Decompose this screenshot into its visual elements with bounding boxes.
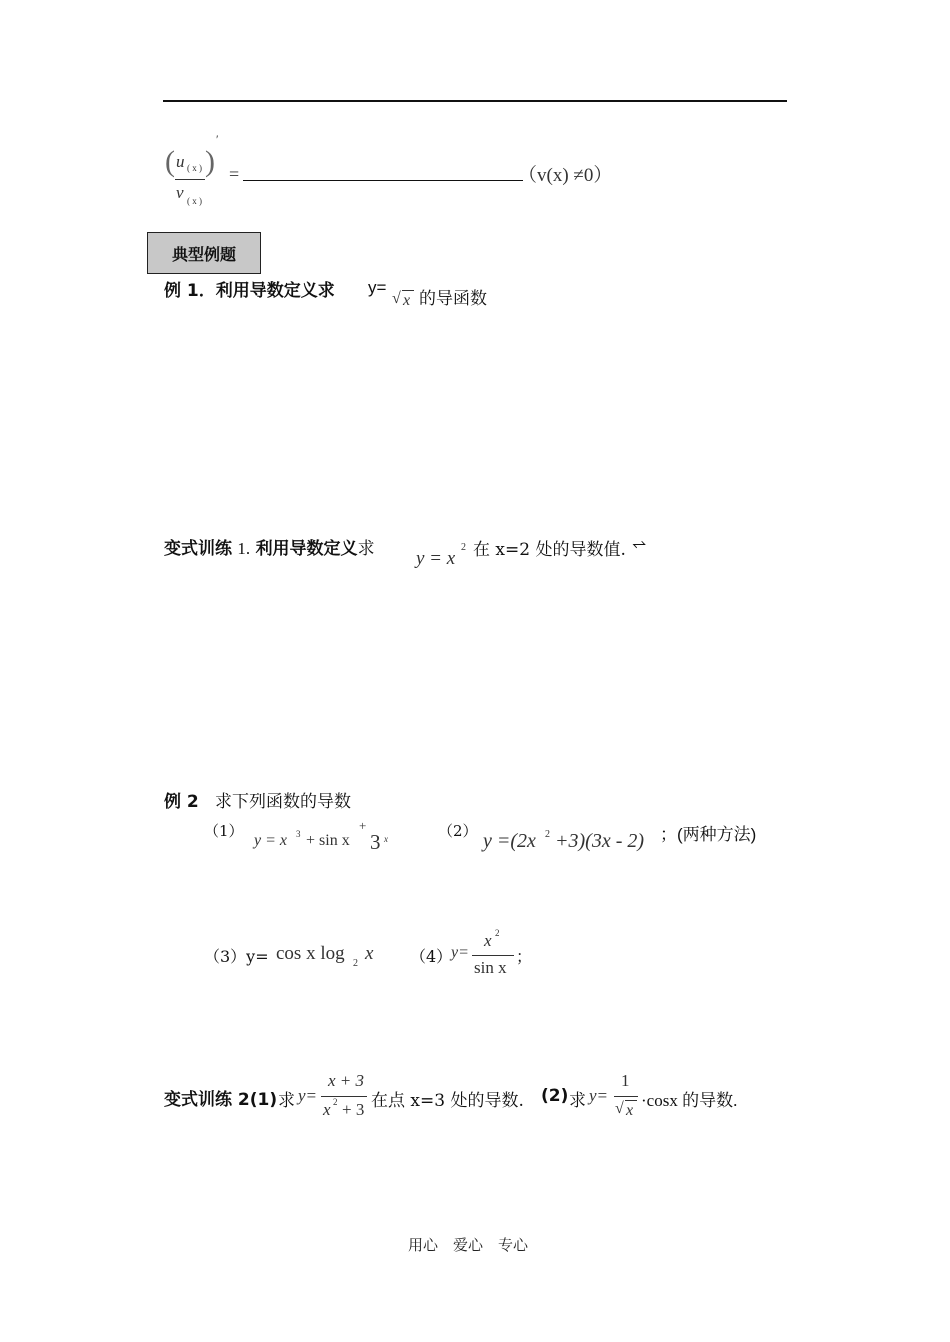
formula-equals: = xyxy=(229,164,240,184)
ex2-p3-sub: 2 xyxy=(353,958,358,969)
var1-label-bold: 变式训练 xyxy=(164,539,232,559)
formula-prime: ′ xyxy=(216,132,219,146)
ex2-p4-denominator: sin x xyxy=(474,958,507,977)
ex2-p1-math: y = x xyxy=(254,832,287,849)
var2-den-rest: + 3 xyxy=(342,1100,365,1119)
var1-math: y = x xyxy=(416,548,456,569)
ex2-p1-num: （1） xyxy=(204,822,244,840)
ex2-p4-y: y= xyxy=(451,944,469,961)
ex1-label: 例 1．利用导数定义求 xyxy=(164,281,335,301)
var1-line xyxy=(164,534,375,559)
header-rule xyxy=(163,100,787,102)
ex2-label: 例 2 xyxy=(164,792,199,812)
var2-label: 变式训练 2(1) xyxy=(164,1090,278,1110)
section-badge: 典型例题 xyxy=(147,232,261,274)
ex2-p4-num: （4） xyxy=(410,947,453,966)
sqrt-icon-2: √ xyxy=(615,1100,624,1117)
ex2-p1-plus: + xyxy=(359,818,367,833)
ex1-sqrt-arg: x xyxy=(403,292,411,309)
ex2-p3-math: cos x log xyxy=(276,943,345,964)
var2-y: y= xyxy=(298,1086,318,1105)
ex1-rest: 的导函数 xyxy=(419,289,487,309)
ex1-y: y= xyxy=(368,278,387,297)
page-footer: 用心 爱心 专心 xyxy=(408,1236,529,1254)
var1-label-plain: 求 xyxy=(357,539,375,559)
var2-y2: y= xyxy=(589,1086,609,1105)
ex2-p1-mid: + sin x xyxy=(306,832,350,849)
ex2-text: 求下列函数的导数 xyxy=(215,792,351,812)
var2-den2: x xyxy=(626,1102,634,1119)
var2-part2: (2) xyxy=(541,1086,569,1106)
ex2-p3-num: （3）y= xyxy=(204,947,269,966)
ex2-p2-rest: +3)(3x - 2) xyxy=(555,830,645,852)
ex2-p2-exp: 2 xyxy=(545,829,550,840)
formula-u-sub: ( x ) xyxy=(187,163,202,173)
formula-u: u xyxy=(176,152,185,171)
var2-den-x: x xyxy=(323,1100,331,1119)
ex2-p4-exp: 2 xyxy=(495,928,500,938)
ex2-p4-tail: ； xyxy=(516,947,533,966)
var2-qiu2: 求 xyxy=(569,1091,586,1111)
var1-rest: 在 x=2 处的导数值. xyxy=(473,540,626,560)
var2-tail: ·cosx 的导数. xyxy=(641,1091,738,1110)
formula-v-sub: ( x ) xyxy=(187,196,202,206)
ex2-p2-num: （2） xyxy=(438,822,478,840)
var2-mid: 在点 x=3 处的导数. xyxy=(371,1091,524,1111)
formula-condition: （v(x) ≠0） xyxy=(518,165,613,186)
var2-qiu: 求 xyxy=(278,1091,295,1111)
ex2-p1-exp: 3 xyxy=(296,829,301,839)
ex2-p2-tail: ；(两种方法) xyxy=(660,825,757,844)
ex2-p1-three: 3 xyxy=(370,830,381,854)
formula-v: v xyxy=(176,183,184,202)
var2-numerator: x + 3 xyxy=(328,1071,365,1090)
var2-den-exp: 2 xyxy=(333,1097,338,1107)
ex2-p1-x: x xyxy=(384,834,388,844)
var1-label-bold2: 利用导数定义 xyxy=(255,539,358,559)
var2-num2: 1 xyxy=(621,1071,630,1090)
ex2-p3-x: x xyxy=(365,943,374,964)
var1-exp: 2 xyxy=(461,542,466,553)
answer-blank-line xyxy=(243,180,523,181)
ex2-p2-math: y =(2x xyxy=(483,830,536,852)
symbol-icon: ⥋ xyxy=(632,533,647,554)
ex2-p4-numerator: x xyxy=(484,931,492,950)
var1-label-num: 1. xyxy=(237,539,251,558)
sqrt-icon: √ xyxy=(392,290,401,307)
